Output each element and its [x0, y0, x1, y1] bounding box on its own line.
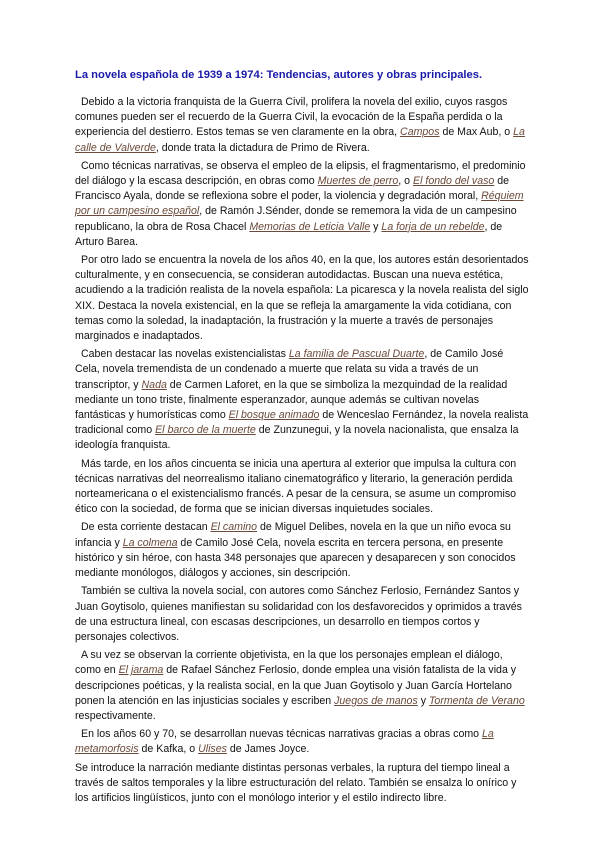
text-run: y	[417, 694, 429, 707]
text-run: , de Camilo José Cela, novela tremendista de un condenado a muerte que relata su vida a través de un transcriptor, y	[75, 348, 504, 391]
work-title-link[interactable]: Nada	[141, 378, 167, 391]
paragraph	[75, 95, 530, 156]
text-run: Caben destacar las novelas existencialistas	[81, 348, 289, 361]
text-run: de Francisco Ayala, donde se reflexiona sobre el poder, la violencia y degradación moral,	[75, 175, 510, 203]
text-run: , de Arturo Barea.	[75, 220, 503, 248]
text-run: En los años 60 y 70, se desarrollan nuevas técnicas narrativas gracias a obras como	[81, 728, 483, 741]
work-title-link[interactable]: La calle de Valverde	[75, 126, 525, 154]
text-run: Como técnicas narrativas, se observa el empleo de la elipsis, el fragmentarismo, el predominio del diálogo y la escasa descripción, en obras como	[75, 159, 526, 188]
text-run: de Miguel Delibes, novela en la que un niño evoca su infancia y	[75, 521, 511, 549]
work-title-link[interactable]: El barco de la muerte	[155, 424, 256, 437]
work-title-link[interactable]: La forja de un rebelde	[381, 220, 485, 233]
document-title: La novela española de 1939 a 1974: Tendencias, autores y obras principales.	[75, 69, 483, 81]
text-run: de James Joyce.	[226, 743, 310, 756]
text-run: de Kafka, o	[138, 743, 199, 756]
paragraph	[75, 457, 530, 518]
work-title-link[interactable]: El jarama	[118, 664, 164, 677]
text-run: De esta corriente destacan	[81, 521, 211, 534]
paragraph	[75, 347, 530, 453]
work-title-link[interactable]: La familia de Pascual Duarte	[288, 348, 425, 361]
text-run: , o	[398, 175, 414, 188]
paragraph	[75, 159, 530, 250]
text-run: de Carmen Laforet, en la que se simboliza la mezquindad de la realidad mediante un tono triste, finalmente esperanzador, aunque además se cultivan novelas fantásticas y humorísticas como	[75, 378, 508, 422]
paragraph	[75, 727, 530, 757]
work-title-link[interactable]: Tormenta de Verano	[428, 694, 525, 707]
paragraph	[75, 520, 530, 581]
document-page	[75, 68, 530, 809]
text-run: de Camilo José Cela, novela escrita en tercera persona, en presente histórico y sin héroe, con hasta 348 personajes que aparecen y desaparecen y son conocidos mediante monólogos, diálogos y acciones, sin descripción.	[75, 536, 516, 580]
text-run: Se introduce la narración mediante distintas personas verbales, la ruptura del tiempo lineal a través de saltos temporales y la libre estructuración del relato. También se ensalza lo onírico y los artificios lingüísticos, junto con el monólogo interior y el estilo indirecto libre.	[75, 761, 517, 804]
text-run: A su vez se observan la corriente objetivista, en la que los personajes emplean el diálogo, como en	[75, 649, 503, 677]
text-run: de Rafael Sánchez Ferlosio, donde emplea una visión fatalista de la vida y descripciones poéticas, y la realista social, en la que Juan Goytisolo y Juan García Hortelano ponen la atención en las injusticias sociales y escriben	[75, 664, 517, 707]
work-title-link[interactable]: Campos	[400, 126, 440, 139]
text-run: de Max Aub, o	[439, 126, 514, 139]
text-run: También se cultiva la novela social, con autores como Sánchez Ferlosio, Fernández Santos y Juan Goytisolo, quienes manifiestan su solidaridad con los desfavorecidos y oprimidos a través de una estructura lineal, con escasas descripciones, un desarrollo en tiempos cortos y personajes colectivos.	[75, 585, 522, 643]
text-run: de Zunzunegui, y la novela nacionalista, que ensalza la ideología franquista.	[75, 424, 519, 452]
work-title-link[interactable]: El camino	[210, 521, 258, 534]
work-title-link[interactable]: El fondo del vaso	[413, 175, 495, 188]
text-run: Debido a la victoria franquista de la Guerra Civil, prolifera la novela del exilio, cuyos rasgos comunes pueden ser el recuerdo de la Guerra Civil, la evocación de la España perdida o la experiencia del destierro. Estos temas se ven claramente en la obra,	[75, 96, 508, 139]
text-run: Por otro lado se encuentra la novela de los años 40, en la que, los autores están desorientados culturalmente, y en consecuencia, se consideran autodidactas. Buscan una nueva estética, acudiendo a la tradición realista de la novela española: La picaresca y la novela realista del siglo XIX. Destaca la novela existencial, en la que se refleja la amargamente la vida cotidiana, con temas como la soledad, la inadaptación, la frustración y la muerte a través de personajes marginados e inadaptados.	[75, 254, 529, 343]
work-title-link[interactable]: El bosque animado	[228, 409, 320, 422]
work-title-link[interactable]: La colmena	[122, 536, 178, 549]
text-run: Más tarde, en los años cincuenta se inicia una apertura al exterior que impulsa la cultura con técnicas narrativas del neorrealismo italiano cinematográfico y literario, la generación perdida norteamericana o el existencialismo francés. A pesar de la censura, se asume un compromiso ético con la sociedad, de forma que se inician diversas inquietudes sociales.	[75, 457, 517, 516]
text-run: , de Ramón J.Sénder, donde se rememora la vida de un campesino republicano, la obra de Rosa Chacel	[75, 205, 517, 233]
paragraph	[75, 761, 530, 807]
paragraph	[75, 584, 530, 645]
work-title-link[interactable]: Ulises	[198, 743, 227, 756]
work-title-link[interactable]: Juegos de manos	[334, 694, 418, 707]
work-title-link[interactable]: La metamorfosis	[75, 728, 494, 756]
text-run: respectivamente.	[75, 709, 156, 722]
document-body	[75, 95, 530, 806]
work-title-link[interactable]: Muertes de perro	[317, 175, 399, 188]
work-title-link[interactable]: Memorias de Leticia Valle	[249, 220, 371, 233]
text-run: , donde trata la dictadura de Primo de Rivera.	[155, 141, 370, 154]
work-title-link[interactable]: Réquiem por un campesino español	[75, 190, 524, 218]
text-run: y	[370, 220, 382, 233]
text-run: de Wenceslao Fernández, la novela realista tradicional como	[75, 409, 529, 437]
paragraph	[75, 648, 530, 724]
paragraph	[75, 253, 530, 344]
